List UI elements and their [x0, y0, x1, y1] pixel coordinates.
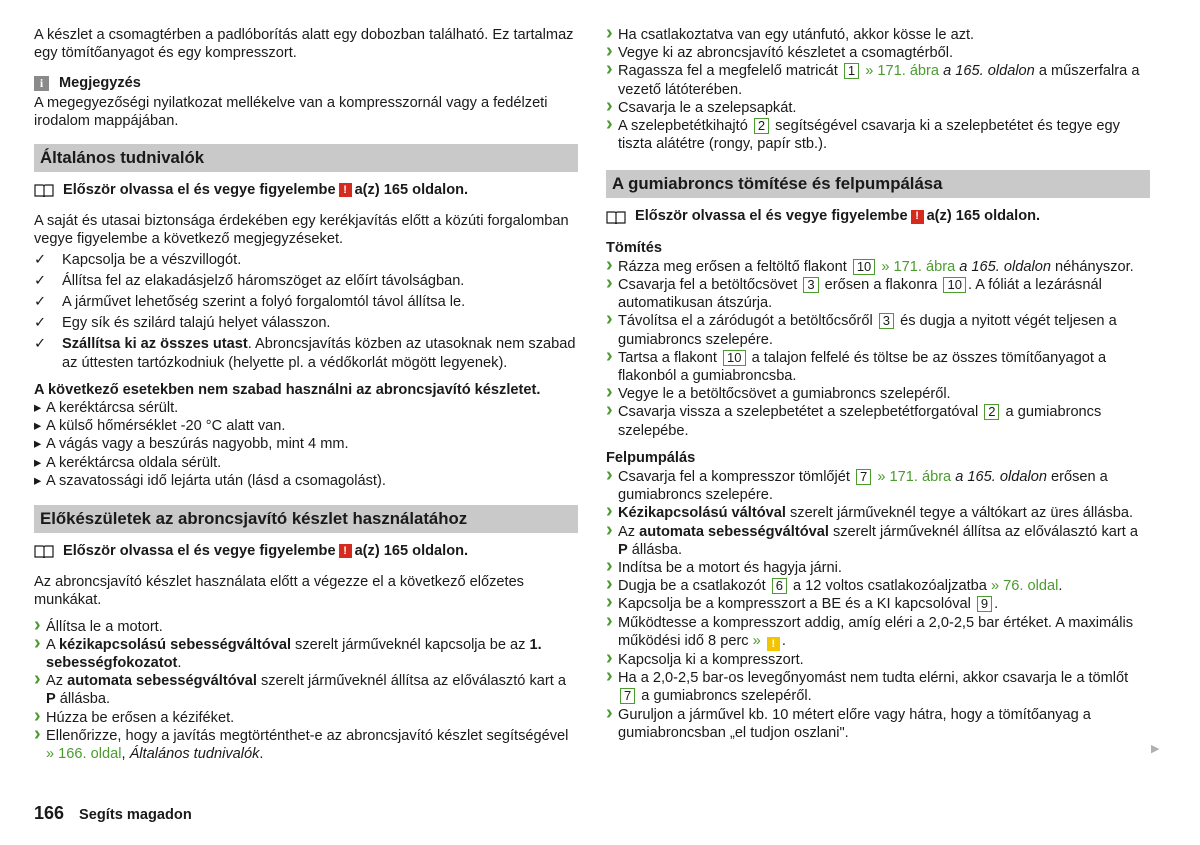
text: .: [781, 632, 786, 649]
italic-text: a 165. oldalon: [943, 63, 1035, 80]
warning-link[interactable]: »: [752, 632, 761, 649]
list-item: [606, 349, 1150, 385]
list-item: ▸ A keréktárcsa oldala sérült.: [34, 454, 578, 472]
figure-link[interactable]: » 171. ábra: [865, 63, 940, 80]
list-item: [34, 636, 578, 672]
list-item: › Húzza be erősen a kéziféket.: [34, 709, 578, 727]
not-use-heading: A következő esetekben nem szabad használni az abroncsjavító készletet.: [34, 381, 541, 398]
callout-number: 3: [879, 313, 894, 329]
continue-arrow-icon: ▶: [1151, 743, 1160, 755]
callout-number: 2: [754, 118, 769, 134]
text: A: [46, 636, 59, 653]
text: a gumiabroncs szelepéről.: [641, 688, 812, 705]
callout-number: 2: [984, 404, 999, 420]
first-read-notice: [34, 181, 578, 199]
note-heading: [34, 74, 578, 92]
preparation-steps: [34, 618, 578, 764]
list-item: [34, 335, 578, 371]
list-item: ▸ A külső hőmérséklet -20 °C alatt van.: [34, 417, 578, 435]
list-item: › Csavarja le a szelepsapkát.: [606, 99, 1150, 117]
callout-number: 1: [844, 63, 859, 79]
page-link[interactable]: » 76. oldal: [990, 578, 1059, 595]
callout-number: 9: [977, 596, 992, 612]
text: Csavarja fel a kompresszor tömlőjét: [618, 469, 850, 486]
list-item: [606, 312, 1150, 348]
callout-number: 10: [723, 350, 745, 366]
right-column: [606, 26, 1150, 742]
list-item: ▸ A vágás vagy a beszúrás nagyobb, mint 4 mm.: [34, 435, 578, 453]
not-use-list: [34, 399, 578, 490]
list-item: [606, 117, 1150, 153]
subheading-sealing: Tömítés: [606, 239, 662, 256]
italic-text: a 165. oldalon: [955, 469, 1047, 486]
text: állásba.: [55, 691, 111, 708]
text: szerelt járműveknél állítsa az előválasztó kart a: [828, 523, 1138, 540]
text: .: [1058, 578, 1063, 595]
text: .: [177, 655, 182, 672]
figure-link[interactable]: » 171. ábra: [877, 469, 952, 486]
text: szerelt járműveknél tegye a váltókart az üres állásba.: [785, 505, 1134, 522]
list-item: [606, 595, 1150, 613]
chapter-title: Segíts magadon: [79, 807, 192, 823]
text: . A fóliát a lezárásnál automatikusan átszúrja.: [618, 277, 1102, 312]
list-item: › Indítsa be a motort és hagyja járni.: [606, 559, 1150, 577]
preparation-paragraph: Az abroncsjavító készlet használata előtt a végezze el a következő előzetes munkákat.: [34, 574, 524, 609]
section-heading-sealing: A gumiabroncs tömítése és felpumpálása: [606, 170, 1150, 198]
list-item: › Guruljon a járművel kb. 10 métert előre vagy hátra, hogy a tömítőanyag a gumiabroncsban „el tudjon oszlani".: [606, 706, 1150, 742]
first-read-post: a(z) 165 oldalon.: [354, 182, 469, 199]
bold-text: P: [46, 691, 56, 708]
first-read-post: a(z) 165 oldalon.: [354, 543, 469, 560]
list-item: [606, 276, 1150, 312]
list-item: › Kapcsolja ki a kompresszort.: [606, 651, 1150, 669]
intro-paragraph: A készlet a csomagtérben a padlóborítás alatt egy dobozban található. Ez tartalmaz egy tömítőanyagot és egy kompresszort.: [34, 27, 574, 62]
bold-text: kézikapcsolású sebességváltóval: [58, 636, 291, 653]
list-item: ✓ A járművet lehetőség szerint a folyó forgalomtól távol állítsa le.: [34, 293, 578, 311]
text: Csavarja fel a betöltőcsövet: [618, 277, 798, 294]
text: állásba.: [627, 541, 683, 558]
page-link[interactable]: » 166. oldal: [46, 746, 122, 763]
text: Ha a 2,0-2,5 bar-os levegőnyomást nem tudta elérni, akkor csavarja le a tömlőt: [618, 670, 1129, 687]
page-footer: [34, 804, 192, 824]
first-read-post: a(z) 165 oldalon.: [926, 208, 1041, 225]
text: Ragassza fel a megfelelő matricát: [618, 63, 838, 80]
text: Kapcsolja be a kompresszort a BE és a KI kapcsolóval: [618, 596, 971, 613]
inflation-steps: [606, 468, 1150, 742]
callout-number: 10: [943, 277, 965, 293]
general-paragraph: A saját és utasai biztonsága érdekében egy kerékjavítás előtt a közúti forgalomban vegye figyelembe a következő megjegyzéseket.: [34, 213, 569, 248]
warning-icon: !: [339, 183, 352, 197]
list-item: [34, 727, 578, 763]
italic-text: Általános tudnivalók: [129, 746, 260, 763]
left-column: [34, 26, 578, 763]
callout-number: 3: [803, 277, 818, 293]
caution-icon: !: [767, 637, 780, 651]
list-item: [606, 577, 1150, 595]
list-item: › Állítsa le a motort.: [34, 618, 578, 636]
first-read-pre: Először olvassa el és vegye figyelembe: [63, 543, 336, 560]
first-read-notice: [34, 542, 578, 560]
list-item: › Ha csatlakoztatva van egy utánfutó, akkor kösse le azt.: [606, 26, 1150, 44]
text: segítségével csavarja ki a szelepbetétet és tegye egy tiszta alátétre (rongy, papír stb.).: [618, 118, 1120, 153]
text: néhányszor.: [1055, 258, 1134, 275]
callout-number: 10: [853, 259, 875, 275]
note-text: A megegyezőségi nyilatkozat mellékelve van a kompresszornál vagy a fedélzeti irodalom mappájában.: [34, 94, 548, 129]
text: Távolítsa el a záródugót a betöltőcsőről: [618, 313, 873, 330]
text: Az: [46, 673, 68, 690]
text: Ellenőrizze, hogy a javítás megtörténthet-e az abroncsjavító készlet segítségével: [46, 727, 569, 744]
info-icon: i: [34, 76, 49, 91]
section-heading-preparation: Előkészületek az abroncsjavító készlet használatához: [34, 505, 578, 533]
bold-text: 1. sebességfokozatot: [46, 636, 542, 672]
bold-text: P: [618, 541, 628, 558]
list-item: [606, 258, 1150, 276]
safety-checklist: [34, 251, 578, 372]
subheading-inflation: Felpumpálás: [606, 449, 696, 466]
first-read-notice: [606, 207, 1150, 225]
list-item: [34, 672, 578, 708]
figure-link[interactable]: » 171. ábra: [881, 258, 956, 275]
text: erősen a flakonra: [824, 277, 938, 294]
book-icon: [34, 183, 54, 197]
text: Működtesse a kompresszort addig, amíg eléri a 2,0-2,5 bar értéket. A maximális működési idő 8 perc: [618, 614, 1134, 649]
text: és dugja a nyitott végét teljesen a gumiabroncs szelepére.: [618, 313, 1117, 348]
list-item: [606, 403, 1150, 439]
list-item: [606, 669, 1150, 705]
warning-icon: !: [911, 210, 924, 224]
text: Csavarja vissza a szelepbetétet a szelepbetétforgatóval: [618, 404, 979, 421]
bold-text: Szállítsa ki az összes utast: [62, 336, 248, 353]
list-item: ✓ Állítsa fel az elakadásjelző háromszöget az előírt távolságban.: [34, 272, 578, 290]
list-item: [606, 523, 1150, 559]
text: szerelt járműveknél kapcsolja be az: [291, 636, 530, 653]
callout-number: 6: [772, 578, 787, 594]
text: Dugja be a csatlakozót: [618, 578, 766, 595]
text: Az: [618, 523, 640, 540]
text: .: [994, 596, 999, 613]
first-read-pre: Először olvassa el és vegye figyelembe: [63, 182, 336, 199]
list-item: ✓ Kapcsolja be a vészvillogót.: [34, 251, 578, 269]
list-item: [606, 504, 1150, 522]
setup-steps: [606, 26, 1150, 153]
list-item: ▸ A szavatossági idő lejárta után (lásd a csomagolást).: [34, 472, 578, 490]
text: . Abroncsjavítás közben az utasoknak nem szabad az úttesten tartózkodniuk (helyette pl. a védőkorlát mögött legyenek).: [62, 336, 576, 371]
callout-number: 7: [856, 469, 871, 485]
text: ,: [121, 746, 130, 763]
bold-text: automata sebességváltóval: [639, 523, 829, 540]
note-title: Megjegyzés: [59, 75, 141, 92]
callout-number: 7: [620, 688, 635, 704]
page-number: 166: [34, 803, 65, 823]
list-item: [606, 62, 1150, 98]
book-icon: [34, 544, 54, 558]
text: a 12 voltos csatlakozóaljzatba: [793, 578, 987, 595]
text: a műszerfalra a vezető látóterében.: [618, 63, 1140, 98]
book-icon: [606, 210, 626, 224]
section-heading-general: Általános tudnivalók: [34, 144, 578, 172]
text: a gumiabroncs szelepébe.: [618, 404, 1102, 439]
list-item: [606, 614, 1150, 651]
text: Rázza meg erősen a feltöltő flakont: [618, 258, 847, 275]
text: A szelepbetétkihajtó: [618, 118, 748, 135]
text: szerelt járműveknél állítsa az előválasztó kart a: [256, 673, 566, 690]
text: .: [259, 746, 264, 763]
first-read-pre: Először olvassa el és vegye figyelembe: [635, 208, 908, 225]
list-item: ✓ Egy sík és szilárd talajú helyet válasszon.: [34, 314, 578, 332]
list-item: [606, 468, 1150, 504]
list-item: › Vegye ki az abroncsjavító készletet a csomagtérből.: [606, 44, 1150, 62]
text: a talajon felfelé és töltse be az összes tömítőanyagot a flakonból a gumiabroncsba.: [618, 349, 1107, 385]
text: Tartsa a flakont: [618, 349, 717, 366]
list-item: › Vegye le a betöltőcsövet a gumiabroncs szelepéről.: [606, 385, 1150, 403]
warning-icon: !: [339, 544, 352, 558]
italic-text: a 165. oldalon: [959, 258, 1051, 275]
bold-text: Kézikapcsolású váltóval: [618, 505, 786, 522]
bold-text: automata sebességváltóval: [67, 673, 257, 690]
text: erősen a gumiabroncs szelepére.: [618, 469, 1108, 504]
list-item: ▸ A keréktárcsa sérült.: [34, 399, 578, 417]
sealing-steps: [606, 258, 1150, 440]
